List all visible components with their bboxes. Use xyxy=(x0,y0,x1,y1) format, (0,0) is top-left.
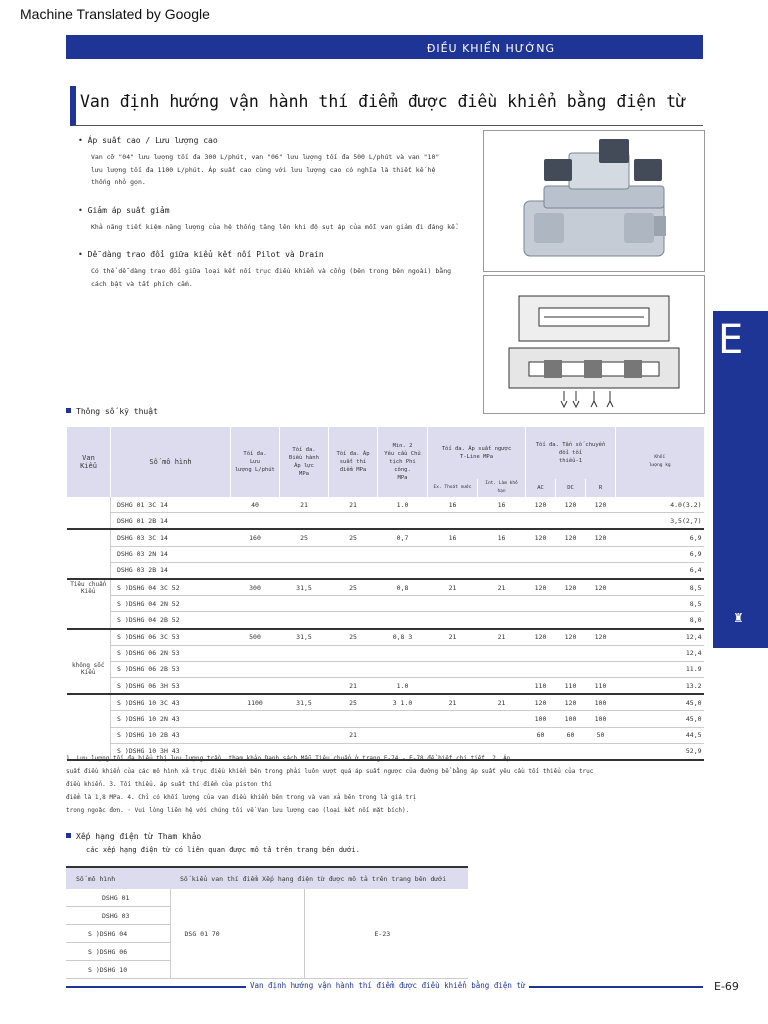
col-pilot-min: Min. 2 Yêu cầu Chủ tịch Phi công. MPa xyxy=(378,427,428,497)
value-cell: 3 1.0 xyxy=(378,694,428,711)
ref-section-label: Xếp hạng điện từ Tham khảo xyxy=(76,832,202,841)
feature-3-line: cách bật và tắt phích cắm. xyxy=(91,279,193,288)
value-cell xyxy=(428,727,478,743)
value-cell xyxy=(428,612,478,629)
weight-cell: 6,9 xyxy=(616,546,704,562)
value-cell: 1100 xyxy=(231,694,280,711)
feature-2-text xyxy=(91,221,459,234)
cross-section-drawing xyxy=(483,275,705,414)
table-row xyxy=(67,645,704,661)
ref-model: S )DSHG 04 xyxy=(66,925,170,943)
model-cell: S )DSHG 06 3C 53 xyxy=(111,629,231,646)
col-op-pressure: Tối đa. Điều hành Áp lực MPa xyxy=(280,427,329,497)
value-cell xyxy=(556,612,586,629)
weight-cell: 6,4 xyxy=(616,562,704,579)
value-cell xyxy=(329,645,378,661)
value-cell: 120 xyxy=(556,694,586,711)
weight-cell: 8,5 xyxy=(616,579,704,596)
col-model: Số mô hình xyxy=(111,427,231,497)
value-cell xyxy=(280,596,329,612)
model-cell: S )DSHG 10 3H 43 xyxy=(111,743,231,760)
spec-section-title xyxy=(66,407,158,416)
value-cell: 110 xyxy=(586,678,616,695)
table-row xyxy=(67,678,704,695)
value-cell: 21 xyxy=(478,629,526,646)
page-number: E-69 xyxy=(714,980,739,993)
note-line: điều khiển. 3. Tối thiểu. áp suất thí điểm của piston thí xyxy=(66,781,272,788)
model-cell: S )DSHG 10 3C 43 xyxy=(111,694,231,711)
valve-kind-cell xyxy=(67,645,111,661)
value-cell xyxy=(586,546,616,562)
value-cell xyxy=(428,596,478,612)
value-cell: 31,5 xyxy=(280,629,329,646)
value-cell xyxy=(378,596,428,612)
feature-1-text xyxy=(91,151,439,189)
reference-table xyxy=(66,866,468,979)
value-cell xyxy=(280,678,329,695)
value-cell: 120 xyxy=(526,694,556,711)
value-cell xyxy=(556,562,586,579)
square-bullet-icon xyxy=(66,833,71,838)
table-row xyxy=(67,546,704,562)
feature-1-line: Van cỡ "04" lưu lượng tối đa 300 L/phút, van "06" lưu lượng tối đa 500 L/phút và van "10" xyxy=(91,153,440,161)
value-cell xyxy=(556,546,586,562)
value-cell: 120 xyxy=(526,529,556,546)
value-cell xyxy=(329,546,378,562)
table-row xyxy=(67,694,704,711)
model-cell: S )DSHG 06 2N 53 xyxy=(111,645,231,661)
valve-kind-cell xyxy=(67,546,111,562)
value-cell xyxy=(329,661,378,677)
value-cell xyxy=(586,661,616,677)
spec-table-body xyxy=(67,497,704,760)
value-cell: 31,5 xyxy=(280,579,329,596)
col-dc: DC xyxy=(556,479,586,497)
value-cell xyxy=(526,546,556,562)
model-cell: S )DSHG 04 2B 52 xyxy=(111,612,231,629)
feature-1-line: lưu lượng tối đa 1100 L/phút. Áp suất cao cùng với lưu lượng cao có nghĩa là thiết kế hệ xyxy=(91,165,436,174)
square-bullet-icon xyxy=(66,408,71,413)
footer-text: Van định hướng vận hành thí điểm được điều khiển bằng điện từ xyxy=(246,981,529,990)
col-flow: Tối đa. Lưu lượng L/phút xyxy=(231,427,280,497)
value-cell xyxy=(478,678,526,695)
valve-kind-cell xyxy=(67,596,111,612)
table-row xyxy=(67,596,704,612)
value-cell xyxy=(231,612,280,629)
value-cell: 25 xyxy=(280,529,329,546)
value-cell xyxy=(378,612,428,629)
feature-2-heading: • Giảm áp suất giảm xyxy=(78,206,170,215)
value-cell: 120 xyxy=(586,497,616,513)
value-cell: 21 xyxy=(428,694,478,711)
table-row xyxy=(67,513,704,530)
value-cell xyxy=(329,562,378,579)
value-cell xyxy=(329,596,378,612)
value-cell xyxy=(428,546,478,562)
model-cell: S )DSHG 06 3H 53 xyxy=(111,678,231,695)
model-cell: S )DSHG 06 2B 53 xyxy=(111,661,231,677)
value-cell: 1.0 xyxy=(378,678,428,695)
value-cell xyxy=(280,661,329,677)
table-row xyxy=(67,612,704,629)
value-cell xyxy=(428,678,478,695)
value-cell xyxy=(378,727,428,743)
page-title: Van định hướng vận hành thí điểm được điều khiển bằng điện từ xyxy=(80,92,686,111)
ref-model: S )DSHG 06 xyxy=(66,943,170,961)
machine-translated-label: Machine Translated by Google xyxy=(20,6,210,22)
table-row xyxy=(67,629,704,646)
feature-3-text xyxy=(91,265,451,290)
value-cell: 100 xyxy=(556,711,586,727)
value-cell xyxy=(231,546,280,562)
col-weight: Khối lượng kg xyxy=(616,427,704,497)
value-cell: 50 xyxy=(586,727,616,743)
valve-kind-cell xyxy=(67,497,111,513)
value-cell: 120 xyxy=(556,629,586,646)
value-cell xyxy=(478,513,526,530)
value-cell xyxy=(280,711,329,727)
value-cell xyxy=(329,513,378,530)
value-cell: 16 xyxy=(428,529,478,546)
weight-cell: 44,5 xyxy=(616,727,704,743)
value-cell xyxy=(280,546,329,562)
weight-cell: 8,5 xyxy=(616,596,704,612)
note-line: suất điều khiển của các mô hình xả trục điều khiển bên trong phải luôn vượt quá áp suất ngược của đường bể bằng áp suất yêu cầu tối thiểu của trục xyxy=(66,768,594,775)
ref-model: S )DSHG 10 xyxy=(66,961,170,979)
value-cell xyxy=(378,513,428,530)
value-cell xyxy=(526,562,556,579)
spec-table xyxy=(66,427,704,761)
value-cell: 120 xyxy=(526,629,556,646)
table-row xyxy=(67,579,704,596)
value-cell xyxy=(329,711,378,727)
value-cell xyxy=(478,596,526,612)
valve-kind-cell xyxy=(67,562,111,579)
weight-cell: 13.2 xyxy=(616,678,704,695)
feature-1-heading: • Áp suất cao / Lưu lượng cao xyxy=(78,136,218,145)
value-cell xyxy=(378,562,428,579)
valve-illustration xyxy=(484,131,704,271)
value-cell xyxy=(478,645,526,661)
value-cell xyxy=(428,562,478,579)
weight-cell: 45,0 xyxy=(616,694,704,711)
ref-pilot-model: DSG 01 70 xyxy=(170,889,304,979)
feature-1-line: thống nhỏ gọn. xyxy=(91,178,146,186)
value-cell: 0,8 3 xyxy=(378,629,428,646)
value-cell xyxy=(280,513,329,530)
note-line: điểm là 1,8 MPa. 4. Chỉ có khối lượng của van điều khiển bên trong và van xả bên trong là giá trị xyxy=(66,794,417,801)
ref-model: DSHG 03 xyxy=(66,907,170,925)
table-row xyxy=(67,711,704,727)
section-tab xyxy=(713,311,768,648)
value-cell xyxy=(586,562,616,579)
model-cell: S )DSHG 10 2N 43 xyxy=(111,711,231,727)
value-cell xyxy=(428,711,478,727)
value-cell xyxy=(526,661,556,677)
value-cell xyxy=(378,711,428,727)
value-cell xyxy=(231,711,280,727)
value-cell xyxy=(478,661,526,677)
value-cell: 120 xyxy=(556,529,586,546)
value-cell: 0,7 xyxy=(378,529,428,546)
weight-cell: 11.9 xyxy=(616,661,704,677)
valve-kind-cell xyxy=(67,612,111,629)
value-cell: 100 xyxy=(526,711,556,727)
value-cell xyxy=(586,513,616,530)
value-cell xyxy=(280,562,329,579)
note-line: trong ngoặc đơn. · Vui lòng liên hệ với chúng tôi về Van lưu lượng cao (loại kết nối mặt bích). xyxy=(66,807,410,814)
ref-col-pilot: Số kiểu van thí điểm Xếp hạng điện từ được mô tả trên trang bên dưới xyxy=(170,867,468,889)
value-cell xyxy=(231,678,280,695)
note-line: 1. Lưu lượng tối đa biểu thị lưu lượng trần, tham khảo Danh sách Mẫu Tiêu chuẩn ở trang E-74 - E-78 để biết chi tiết. 2. Áp xyxy=(66,755,511,762)
value-cell xyxy=(428,661,478,677)
col-bp-ext: Ex. Thoát nước xyxy=(428,479,478,497)
weight-cell: 52,9 xyxy=(616,743,704,760)
model-cell: DSHG 01 2B 14 xyxy=(111,513,231,530)
section-header-bar xyxy=(66,35,703,59)
value-cell: 110 xyxy=(526,678,556,695)
value-cell: 120 xyxy=(586,579,616,596)
valve-kind-cell xyxy=(67,711,111,727)
value-cell: 25 xyxy=(329,579,378,596)
value-cell xyxy=(378,645,428,661)
value-cell: 21 xyxy=(329,497,378,513)
value-cell: 120 xyxy=(556,579,586,596)
col-valve-kind: Van Kiểu xyxy=(67,427,111,497)
value-cell: 120 xyxy=(526,497,556,513)
value-cell: 60 xyxy=(526,727,556,743)
value-cell xyxy=(526,645,556,661)
value-cell xyxy=(231,562,280,579)
model-cell: DSHG 01 3C 14 xyxy=(111,497,231,513)
value-cell xyxy=(556,513,586,530)
value-cell: 16 xyxy=(428,497,478,513)
weight-cell: 12,4 xyxy=(616,629,704,646)
model-cell: S )DSHG 10 2B 43 xyxy=(111,727,231,743)
value-cell xyxy=(526,612,556,629)
value-cell xyxy=(586,645,616,661)
value-cell: 16 xyxy=(478,497,526,513)
weight-cell: 3,5(2,7) xyxy=(616,513,704,530)
valve-kind-cell: Tiêu chuẩn Kiểu xyxy=(70,580,107,595)
value-cell: 25 xyxy=(329,694,378,711)
table-row xyxy=(67,497,704,513)
ref-description: các xếp hạng điện từ có liên quan được mô tả trên trang bên dưới. xyxy=(86,846,360,854)
spec-notes xyxy=(66,752,706,817)
col-pilot-max: Tối đa. Áp suất thí điểm MPa xyxy=(329,427,378,497)
value-cell: 31,5 xyxy=(280,694,329,711)
value-cell: 21 xyxy=(478,579,526,596)
cross-section-illustration xyxy=(484,276,704,413)
valve-kind-cell xyxy=(67,678,111,695)
value-cell: 60 xyxy=(556,727,586,743)
value-cell xyxy=(478,612,526,629)
weight-cell: 45,0 xyxy=(616,711,704,727)
valve-kind-cell xyxy=(67,694,111,711)
value-cell: 40 xyxy=(231,497,280,513)
value-cell xyxy=(428,513,478,530)
col-frequency: Tối đa. Tần số chuyển đổi tối thiểu-1 xyxy=(526,427,616,479)
value-cell: 21 xyxy=(329,678,378,695)
value-cell: 120 xyxy=(556,497,586,513)
valve-kind-cell xyxy=(67,513,111,530)
value-cell: 21 xyxy=(280,497,329,513)
value-cell: 160 xyxy=(231,529,280,546)
col-ac: AC xyxy=(526,479,556,497)
weight-cell: 8,0 xyxy=(616,612,704,629)
value-cell: 500 xyxy=(231,629,280,646)
product-photo xyxy=(483,130,705,272)
value-cell xyxy=(556,661,586,677)
value-cell xyxy=(231,645,280,661)
value-cell xyxy=(329,612,378,629)
value-cell: 25 xyxy=(329,629,378,646)
value-cell: 120 xyxy=(526,579,556,596)
value-cell: 100 xyxy=(586,711,616,727)
value-cell xyxy=(478,546,526,562)
value-cell: 1.0 xyxy=(378,497,428,513)
value-cell xyxy=(526,513,556,530)
value-cell: 25 xyxy=(329,529,378,546)
model-cell: DSHG 03 3C 14 xyxy=(111,529,231,546)
value-cell: 300 xyxy=(231,579,280,596)
ref-model: DSHG 01 xyxy=(66,889,170,907)
weight-cell: 4.0(3.2) xyxy=(616,497,704,513)
value-cell xyxy=(556,645,586,661)
value-cell: 120 xyxy=(586,629,616,646)
table-row xyxy=(67,727,704,743)
value-cell xyxy=(280,645,329,661)
weight-cell: 6,9 xyxy=(616,529,704,546)
value-cell xyxy=(478,727,526,743)
table-row xyxy=(67,562,704,579)
col-r: R xyxy=(586,479,616,497)
model-cell: S )DSHG 04 3C 52 xyxy=(111,579,231,596)
value-cell: 120 xyxy=(586,529,616,546)
value-cell xyxy=(526,596,556,612)
model-cell: S )DSHG 04 2N 52 xyxy=(111,596,231,612)
value-cell: 100 xyxy=(586,694,616,711)
model-cell: DSHG 03 2B 14 xyxy=(111,562,231,579)
section-header-text: ĐIỀU KHIỂN HƯỚNG xyxy=(426,42,555,55)
table-row xyxy=(67,661,704,677)
table-row xyxy=(67,529,704,546)
col-bp-int: Int. Làm khô hạn xyxy=(478,479,526,497)
value-cell xyxy=(556,596,586,612)
valve-kind-cell xyxy=(67,529,111,546)
section-tab-letter: E xyxy=(718,317,744,363)
value-cell: 21 xyxy=(428,579,478,596)
valve-kind-cell: không sốc Kiểu xyxy=(71,662,105,677)
model-cell: DSHG 03 2N 14 xyxy=(111,546,231,562)
value-cell xyxy=(428,645,478,661)
feature-3-heading: • Dễ dàng trao đổi giữa kiểu kết nối Pilot và Drain xyxy=(78,250,324,259)
value-cell: 21 xyxy=(329,727,378,743)
value-cell xyxy=(378,546,428,562)
spec-section-label: Thông số kỹ thuật xyxy=(76,407,158,416)
value-cell: 21 xyxy=(428,629,478,646)
value-cell: 0,8 xyxy=(378,579,428,596)
value-cell: 16 xyxy=(478,529,526,546)
weight-cell: 12,4 xyxy=(616,645,704,661)
value-cell xyxy=(231,513,280,530)
ref-page: E-23 xyxy=(304,889,468,979)
ref-col-model: Số mô hình xyxy=(66,867,170,889)
value-cell: 110 xyxy=(556,678,586,695)
valve-kind-cell xyxy=(67,629,111,646)
ref-section-title xyxy=(66,832,201,841)
feature-2-line: Khả năng tiết kiệm năng lượng của hệ thống tăng lên khi độ sụt áp của mỗi van giảm đi đáng kể. xyxy=(91,223,459,231)
value-cell xyxy=(378,661,428,677)
value-cell xyxy=(231,727,280,743)
value-cell xyxy=(586,612,616,629)
value-cell xyxy=(280,727,329,743)
value-cell xyxy=(478,562,526,579)
value-cell: 21 xyxy=(478,694,526,711)
value-cell xyxy=(586,596,616,612)
col-back-pressure: Tối đa. Áp suất ngược T-Line MPa xyxy=(428,427,526,479)
value-cell xyxy=(231,661,280,677)
valve-kind-cell xyxy=(67,727,111,743)
value-cell xyxy=(280,612,329,629)
valve-icon: ♜ xyxy=(733,611,744,625)
feature-3-line: Có thể dễ dàng trao đổi giữa loại kết nối trục điều khiển và cổng (bên trong bên ngoài) bằng xyxy=(91,267,452,275)
value-cell xyxy=(231,596,280,612)
value-cell xyxy=(478,711,526,727)
